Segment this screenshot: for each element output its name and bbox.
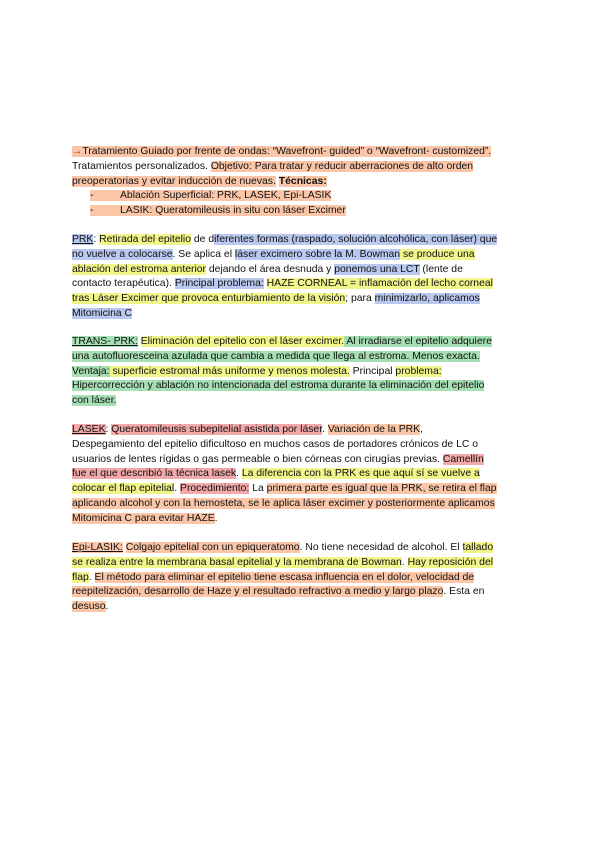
wavefront-objective-line <box>72 160 532 175</box>
lasek-line-5 <box>72 482 532 497</box>
prk-haze-text: HAZE CORNEAL = inflamación del lecho corneal <box>266 278 493 290</box>
epi-lasik-flap-word: flap <box>72 571 89 583</box>
wavefront-heading-line <box>72 145 532 160</box>
plain-text: . <box>236 468 242 480</box>
lasek-procedure-text-2: aplicando alcohol y con la hemosteta, se le aplica láser excimer y posteriormente aplicamos <box>72 497 495 509</box>
trans-prk-elimination-text: Eliminación del epitelio con el láser excimer. <box>140 336 345 347</box>
plain-text: . <box>401 556 408 568</box>
plain-text: . <box>214 512 218 524</box>
lasek-section <box>72 423 532 527</box>
trans-prk-problem-label: problema: <box>395 365 442 377</box>
trans-prk-line-4 <box>72 379 532 394</box>
wavefront-section <box>72 145 532 219</box>
lasek-definition-text: Queratomileusis subepitelial asistida por láser <box>111 424 323 435</box>
prk-section <box>72 233 532 322</box>
epi-lasik-reepithel-text: reepitelización, desarrollo de Haze y el resultado refractivo a medio y largo plazo <box>72 586 444 598</box>
technique-bullet-1 <box>72 189 532 204</box>
prk-problem-label: Principal problema: <box>174 278 264 290</box>
epi-lasik-title: Epi-LASIK: <box>72 542 123 553</box>
plain-text: Principal <box>349 365 396 377</box>
trans-prk-problem-text-2: con láser. <box>72 395 117 407</box>
objective-text-a: Objetivo: Para tratar y reducir aberraciones de alto orden <box>210 160 474 172</box>
prk-minimize-text: minimizarlo, aplicamos <box>374 293 480 305</box>
epi-lasik-section <box>72 541 532 615</box>
lasek-line-4 <box>72 467 532 482</box>
prk-title: PRK <box>72 234 94 245</box>
lasek-flap-text: colocar el flap epitelial <box>72 483 175 495</box>
epi-lasik-line-1 <box>72 541 532 556</box>
epi-lasik-line-5 <box>72 600 532 615</box>
techniques-label: Técnicas: <box>278 175 327 187</box>
plain-text: . Esta en <box>443 586 485 598</box>
epi-lasik-membrane-text: se realiza entre la membrana basal epitelial y la membrana de Bowman <box>72 556 402 568</box>
plain-text: ; para <box>345 293 375 305</box>
objective-text-b: preoperatorias y evitar inducción de nuevas. <box>72 175 276 187</box>
lasek-users-text: usuarios de lentes rígidas o gas permeable o bien córneas con cirugías previas. <box>72 453 443 465</box>
bullet-dash-icon: - <box>90 205 94 217</box>
lasek-described-text: fue el que describió la técnica lasek <box>72 468 237 480</box>
trans-prk-irradiation-text: Al irradiarse el epitelio adquiere <box>344 336 492 347</box>
epi-lasik-reposition-text: Hay reposición del <box>407 556 494 568</box>
trans-prk-line-3 <box>72 365 532 380</box>
plain-text: de d <box>191 234 215 245</box>
plain-text: . <box>105 601 109 613</box>
wavefront-heading <box>72 146 491 157</box>
epi-lasik-flap-text: Colgajo epitelial con un epiqueratomo <box>125 542 300 553</box>
bullet-dash-icon: - <box>90 190 94 202</box>
prk-not-replaced-text: no vuelve a colocarse <box>72 248 173 260</box>
lasek-title: LASEK <box>72 424 106 435</box>
colon-text: : <box>93 234 100 245</box>
lasek-line-7 <box>72 512 532 527</box>
trans-prk-autofluor-text: una autofluoresceina azulada que cambia a medida que llega al estroma. Menos exacta. <box>72 350 480 362</box>
epi-lasik-method-text: El método para eliminar el epitelio tiene escasa influencia en el dolor, velocidad de <box>94 571 475 583</box>
prk-line-5 <box>72 292 532 307</box>
trans-prk-line-1 <box>72 335 532 350</box>
lasek-procedure-label: Procedimiento: <box>180 483 250 495</box>
plain-text: (lente de <box>419 263 463 275</box>
prk-line-4 <box>72 277 532 292</box>
plain-text: contacto terapéutica). <box>72 278 175 290</box>
prk-removal-text: Retirada del epitelio <box>99 234 191 245</box>
trans-prk-problem-text: Hipercorrección y ablación no intencionada del estroma durante la eliminación del epitelio <box>72 380 485 392</box>
trans-prk-title: TRANS- PRK: <box>72 336 138 347</box>
trans-prk-advantage-label: Ventaja: <box>72 365 110 377</box>
lasek-camellin-text: Camellín <box>442 453 484 465</box>
plain-text: . <box>174 483 181 495</box>
prk-line-3 <box>72 263 532 278</box>
lasek-line-2 <box>72 438 532 453</box>
prk-mitomicina-text: Mitomicina C <box>72 307 133 319</box>
epi-lasik-disuse-text: desuso <box>72 601 106 613</box>
epi-lasik-line-2 <box>72 556 532 571</box>
lasek-line-6 <box>72 497 532 512</box>
trans-prk-line-2 <box>72 350 532 365</box>
prk-lct-text: ponemos una LCT <box>334 263 420 275</box>
plain-text: dejando el área desnuda y <box>206 263 335 275</box>
prk-line-6 <box>72 307 532 322</box>
plain-text: . No tiene necesidad de alcohol. El <box>299 542 463 553</box>
prk-ablation-text: ablación del estroma anterior <box>72 263 206 275</box>
prk-produces-text: se produce una <box>400 248 475 260</box>
epi-lasik-carving-text: tallado <box>462 542 494 553</box>
lasek-procedure-text: primera parte es igual que la PRK, se retira el flap <box>266 483 497 495</box>
bullet-1-text: Ablación Superficial: PRK, LASEK, Epi-LASIK <box>120 190 332 202</box>
prk-line-2 <box>72 248 532 263</box>
plain-text: . Se aplica el <box>172 248 235 260</box>
lasek-mitomicina-text: Mitomicina C para evitar HAZE <box>72 512 215 524</box>
trans-prk-advantage-text: superficie estromal más uniforme y menos molesta. <box>109 365 350 377</box>
epi-lasik-line-4 <box>72 585 532 600</box>
prk-haze-cont-text: tras Láser Excimer que provoca enturbiamiento de la visión <box>72 293 346 305</box>
personalized-text: Tratamientos personalizados. <box>72 160 211 172</box>
wavefront-objective-line-2 <box>72 175 532 190</box>
lasek-line-3 <box>72 453 532 468</box>
lasek-variation-text: Variación de la PRK <box>327 424 421 435</box>
prk-line-1 <box>72 233 532 248</box>
technique-bullet-2 <box>72 204 532 219</box>
trans-prk-section <box>72 335 532 409</box>
lasek-line-1 <box>72 423 532 438</box>
plain-text: , <box>420 424 423 435</box>
prk-methods-text: iferentes formas (raspado, solución alcohólica, con láser) que <box>214 234 498 245</box>
colon-text: : <box>105 424 112 435</box>
plain-text: La <box>249 483 267 495</box>
wavefront-heading-text: Tratamiento Guiado por frente de ondas: “Wavefront- guided” o “Wavefront- customized”. <box>82 146 492 157</box>
bullet-2-text: LASIK: Queratomileusis in situ con láser Excimer <box>120 205 346 217</box>
arrow-icon: → <box>72 146 83 157</box>
plain-text: . <box>88 571 95 583</box>
trans-prk-line-5 <box>72 394 532 409</box>
epi-lasik-line-3 <box>72 571 532 586</box>
lasek-difference-text: La diferencia con la PRK es que aquí sí se vuelve a <box>241 468 480 480</box>
prk-laser-text: láser excimero sobre la M. Bowman <box>234 248 401 260</box>
lasek-detach-text: Despegamiento del epitelio dificultoso en muchos casos de portadores crónicos de LC o <box>72 438 479 450</box>
plain-text: . <box>322 424 328 435</box>
